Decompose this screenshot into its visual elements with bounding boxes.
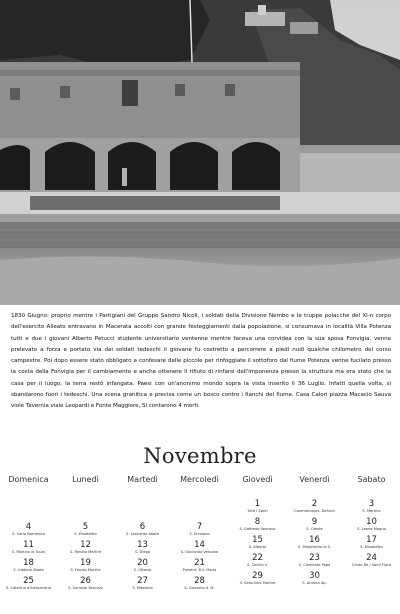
day-number: 28 — [194, 576, 205, 586]
saint-name: S. Giacomo d. M. — [184, 586, 215, 590]
day-cell[interactable] — [286, 517, 343, 532]
saint-name: S. Fausto Martire — [70, 568, 101, 572]
day-number: 25 — [23, 576, 34, 586]
photo-caption: 1830 Giugno: proprio mentre i Partigiani del Gruppo Sandro Nicoli, i soldati della Divisione Nembo e le truppe polacche del Xl-n corpo dell'esercito Alleato entravano in Macerata accolti con grande festeggiamenti dalla popolazione, si consumava in località Villa Potenza tutti e due i giovani Alberto Petucci studente universitario ventenne mentre faceva una corvidea con la sua sposa Fonvigia, venne prelevato a forza e portato via dai soldati tedeschi il giovane fu costretto a percorrere a piedi nudi qualche chilometro del corso campestre. Poi dopo essere stato obbligato a confesare delle piccole per rinfoggiate il sottoforo dal fiume Potenza venne fucilato presso la costa della Fonvigia per il cambiamento e anche ottenere il rifiuto di rinfarsi dell'imponenza presso la struttura ma era stato che la casa per il luogo, la terra restò infangata. Paesi con un'anonimo mondo sopra la vista inserito il 36 Luglio. Infatti quella volta, si sbandarono fuori i tedeschi. Una scena granitica e precisa come un bosco contro i fianchi del fiume. Casa Calori piazza Macacio Sauva viole Tavernia viale Leopardi e Fonte Maggiore, Si contarono 4 morti. — [11, 313, 391, 410]
saint-name: S. Saturnino Martire — [239, 581, 276, 585]
weekday-header-venerdi: Venerdì — [299, 475, 330, 484]
weekday-header-sabato: Sabato — [357, 475, 386, 484]
saint-name: S. Ercolano — [189, 532, 210, 536]
day-cell[interactable] — [343, 499, 400, 514]
day-number: 27 — [137, 576, 148, 586]
day-cell[interactable] — [229, 499, 286, 514]
day-number: 20 — [137, 558, 148, 568]
day-number: 12 — [80, 540, 91, 550]
saint-name: Present. B.V. Maria — [182, 568, 217, 572]
saint-name: S. Alberto — [248, 545, 267, 549]
saint-name: S. Martino di Tours — [11, 550, 46, 554]
weekday-header-martedi: Martedì — [127, 475, 158, 484]
saint-name: S. Elisabetta — [74, 532, 97, 536]
day-number: 22 — [252, 553, 263, 563]
day-number: 3 — [368, 499, 375, 509]
saint-name: Commemoraz. Defunti — [294, 509, 335, 513]
day-number: 15 — [252, 535, 263, 545]
saint-name: S. Andrea Ap. — [302, 581, 327, 585]
day-number: 10 — [366, 517, 377, 527]
day-number: 9 — [311, 517, 318, 527]
day-cell[interactable] — [57, 522, 114, 537]
day-cell[interactable] — [343, 517, 400, 532]
day-cell[interactable] — [229, 535, 286, 550]
saint-name: S. Martino — [362, 509, 381, 513]
day-cell[interactable] — [343, 553, 400, 568]
day-number: 18 — [23, 558, 34, 568]
saint-name: S. Leonardo Abate — [126, 532, 159, 536]
day-number: 21 — [194, 558, 205, 568]
day-number: 30 — [309, 571, 320, 581]
saint-name: S. Goffredo Vescovo — [239, 527, 276, 531]
weekday-header-mercoledi: Mercoledì — [180, 475, 219, 484]
day-number: 8 — [254, 517, 261, 527]
day-cell[interactable] — [57, 540, 114, 555]
day-number: 29 — [252, 571, 263, 581]
saint-name: S. Elisabetta — [360, 545, 383, 549]
day-number: 7 — [196, 522, 203, 532]
day-cell[interactable] — [343, 535, 400, 550]
saint-name: Cristo Re / Santi Flora — [352, 563, 391, 567]
saint-name: S. Corrado Vescovo — [68, 586, 103, 590]
day-number: 13 — [137, 540, 148, 550]
day-cell[interactable] — [0, 576, 57, 591]
saint-name: S. Carlo Borromeo — [12, 532, 45, 536]
day-cell[interactable] — [114, 576, 171, 591]
day-cell[interactable] — [171, 540, 228, 555]
day-cell[interactable] — [114, 540, 171, 555]
day-cell[interactable] — [57, 576, 114, 591]
saint-name: S. Oddone Abate — [13, 568, 44, 572]
day-cell[interactable] — [229, 553, 286, 568]
day-cell[interactable] — [286, 535, 343, 550]
day-number: 19 — [80, 558, 91, 568]
day-number: 14 — [194, 540, 205, 550]
day-number: 1 — [254, 499, 261, 509]
day-cell[interactable] — [171, 558, 228, 573]
saint-name: S. Oreste — [306, 527, 323, 531]
day-cell[interactable] — [286, 499, 343, 514]
day-cell[interactable] — [229, 571, 286, 586]
day-number: 17 — [366, 535, 377, 545]
day-number: 5 — [82, 522, 89, 532]
day-cell[interactable] — [0, 540, 57, 555]
day-number: 4 — [25, 522, 32, 532]
weekday-header-domenica: Domenica — [8, 475, 49, 484]
day-number: 2 — [311, 499, 318, 509]
day-cell[interactable] — [171, 576, 228, 591]
day-cell[interactable] — [286, 553, 343, 568]
saint-name: S. Diego — [134, 550, 151, 554]
saint-name: S. Margherita di S. — [297, 545, 332, 549]
day-number: 16 — [309, 535, 320, 545]
day-cell[interactable] — [57, 558, 114, 573]
saint-name: S. Leone Magno — [357, 527, 386, 531]
day-cell[interactable] — [114, 558, 171, 573]
day-number: 11 — [23, 540, 34, 550]
month-title: Novembre — [143, 444, 257, 468]
day-cell[interactable] — [171, 522, 228, 537]
weekday-header-row — [0, 475, 400, 487]
weekday-header-lunedi: Lunedì — [72, 475, 99, 484]
day-cell[interactable] — [0, 558, 57, 573]
weekday-header-giovedi: Giovedì — [242, 475, 273, 484]
day-cell[interactable] — [229, 517, 286, 532]
saint-name: S. Renato Martire — [69, 550, 102, 554]
saint-name: S. Caterina d'Alessandria — [5, 586, 52, 590]
day-cell[interactable] — [0, 522, 57, 537]
saint-name: S. Giocondo Vescovo — [180, 550, 219, 554]
day-number: 24 — [366, 553, 377, 563]
day-number: 6 — [139, 522, 146, 532]
saint-name: S. Clemente Papa — [298, 563, 331, 567]
calendar-grid — [0, 495, 400, 614]
saint-name: S. Ottavio — [133, 568, 152, 572]
day-cell[interactable] — [114, 522, 171, 537]
saint-name: S. Cecilia V. — [247, 563, 268, 567]
saint-name: S. Massimo — [132, 586, 153, 590]
day-number: 23 — [309, 553, 320, 563]
historical-photo — [0, 0, 400, 305]
saint-name: Tutti i Santi — [247, 509, 268, 513]
day-cell[interactable] — [286, 571, 343, 586]
day-number: 26 — [80, 576, 91, 586]
